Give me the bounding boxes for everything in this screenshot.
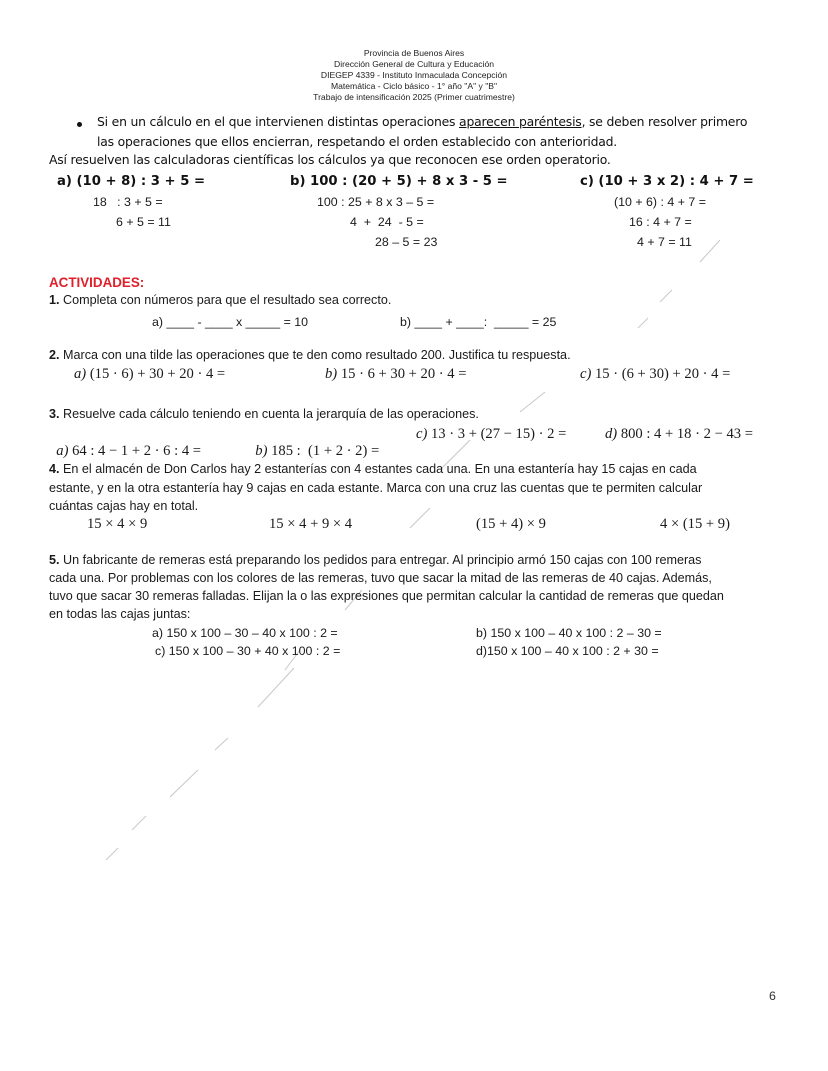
activity-2-option-b[interactable]: b) 15 · 6 + 30 + 20 · 4 = [325, 366, 467, 382]
activity-4-option-1[interactable]: 15 × 4 × 9 [87, 516, 148, 532]
rule-note: Así resuelven las calculadoras científicas los cálculos ya que reconocen ese orden operatorio. [49, 152, 611, 167]
activity-5-option-b[interactable]: b) 150 x 100 – 40 x 100 : 2 – 30 = [476, 626, 662, 640]
example-a-step-1: 18 : 3 + 5 = [93, 195, 163, 209]
activity-1-prompt: 1. Completa con números para que el resultado sea correcto. [49, 293, 392, 307]
bullet-icon [77, 122, 82, 127]
example-a-step-2: 6 + 5 = 11 [116, 215, 171, 229]
activity-3-prompt: 3. Resuelve cada cálculo teniendo en cuenta la jerarquía de las operaciones. [49, 407, 479, 421]
activity-4-option-2[interactable]: 15 × 4 + 9 × 4 [269, 516, 353, 532]
activity-1-option-b[interactable]: b) ____ + ____: _____ = 25 [400, 315, 557, 329]
header-line-work: Trabajo de intensificación 2025 (Primer cuatrimestre) [313, 92, 515, 102]
example-b-step-1: 100 : 25 + 8 x 3 – 5 = [317, 195, 435, 209]
activity-5-option-d[interactable]: d)150 x 100 – 40 x 100 : 2 + 30 = [476, 644, 659, 658]
activity-3-option-d[interactable]: d) 800 : 4 + 18 · 2 − 43 = [605, 426, 753, 442]
activity-5-prompt-line4: en todas las cajas juntas: [49, 607, 191, 621]
activity-3-option-a[interactable]: a) 64 : 4 − 1 + 2 · 6 : 4 = [56, 443, 201, 459]
activity-4-prompt-line1: 4. En el almacén de Don Carlos hay 2 estanterías con 4 estantes cada una. En una estantería hay 15 cajas en cada [49, 462, 697, 476]
activity-3-option-b[interactable]: b) 185 : (1 + 2 · 2) = [255, 443, 380, 459]
activity-4-option-3[interactable]: (15 + 4) × 9 [476, 516, 546, 532]
example-b-step-3: 28 – 5 = 23 [375, 235, 438, 249]
example-c-title: c) (10 + 3 x 2) : 4 + 7 = [580, 174, 754, 189]
example-b-title: b) 100 : (20 + 5) + 8 x 3 - 5 = [290, 174, 508, 189]
header-line-direction: Dirección General de Cultura y Educación [333, 59, 495, 69]
header-line-course: Matemática - Ciclo básico - 1° año "A" y "B" [330, 81, 498, 91]
activity-4-option-4[interactable]: 4 × (15 + 9) [660, 516, 730, 532]
activity-5-prompt-line2: cada una. Por problemas con los colores de las remeras, tuvo que sacar la mitad de las remeras de 40 cajas. Además, [49, 571, 712, 585]
activities-heading: ACTIVIDADES: [49, 275, 145, 290]
activity-2-option-c[interactable]: c) 15 · (6 + 30) + 20 · 4 = [580, 366, 731, 382]
rule-bullet-line2: las operaciones que ellos encierran, respetando el orden establecido con anterioridad. [97, 134, 618, 149]
activity-4-prompt-line3: cuántas cajas hay en total. [49, 499, 199, 513]
activity-5-prompt-line1: 5. Un fabricante de remeras está preparando los pedidos para entregar. Al principio armó 150 cajas con 100 remeras [49, 553, 702, 567]
activity-2-prompt: 2. Marca con una tilde las operaciones que te den como resultado 200. Justifica tu respuesta. [49, 348, 571, 362]
header-line-province: Provincia de Buenos Aires [363, 48, 465, 58]
example-a-title: a) (10 + 8) : 3 + 5 = [57, 174, 206, 189]
activity-5-option-a[interactable]: a) 150 x 100 – 30 – 40 x 100 : 2 = [152, 626, 338, 640]
activity-3-option-c[interactable]: c) 13 · 3 + (27 − 15) · 2 = [416, 426, 567, 442]
activity-1-option-a[interactable]: a) ____ - ____ x _____ = 10 [152, 315, 309, 329]
example-c-step-2: 16 : 4 + 7 = [629, 215, 692, 229]
activity-2-option-a[interactable]: a) (15 · 6) + 30 + 20 · 4 = [74, 366, 226, 382]
underlined-phrase: aparecen paréntesis [459, 114, 582, 129]
activity-5-prompt-line3: tuvo que sacar 30 remeras falladas. Elijan la o las expresiones que permitan calcular la cantidad de remeras que quedan [49, 589, 724, 603]
page-number: 6 [769, 989, 776, 1003]
activity-4-prompt-line2: estante, y en la otra estantería hay 9 cajas en cada estante. Marca con una cruz las cuentas que te permiten calcular [49, 481, 703, 495]
example-c-step-1: (10 + 6) : 4 + 7 = [614, 195, 706, 209]
example-c-step-3: 4 + 7 = 11 [637, 235, 692, 249]
activity-5-option-c[interactable]: c) 150 x 100 – 30 + 40 x 100 : 2 = [155, 644, 341, 658]
example-b-step-2: 4 + 24 - 5 = [350, 215, 424, 229]
header-line-school: DIEGEP 4339 - Instituto Inmaculada Concepción [320, 70, 508, 80]
rule-bullet-line1: Si en un cálculo en el que intervienen distintas operaciones aparecen paréntesis, se deben resolver primero [97, 114, 748, 129]
